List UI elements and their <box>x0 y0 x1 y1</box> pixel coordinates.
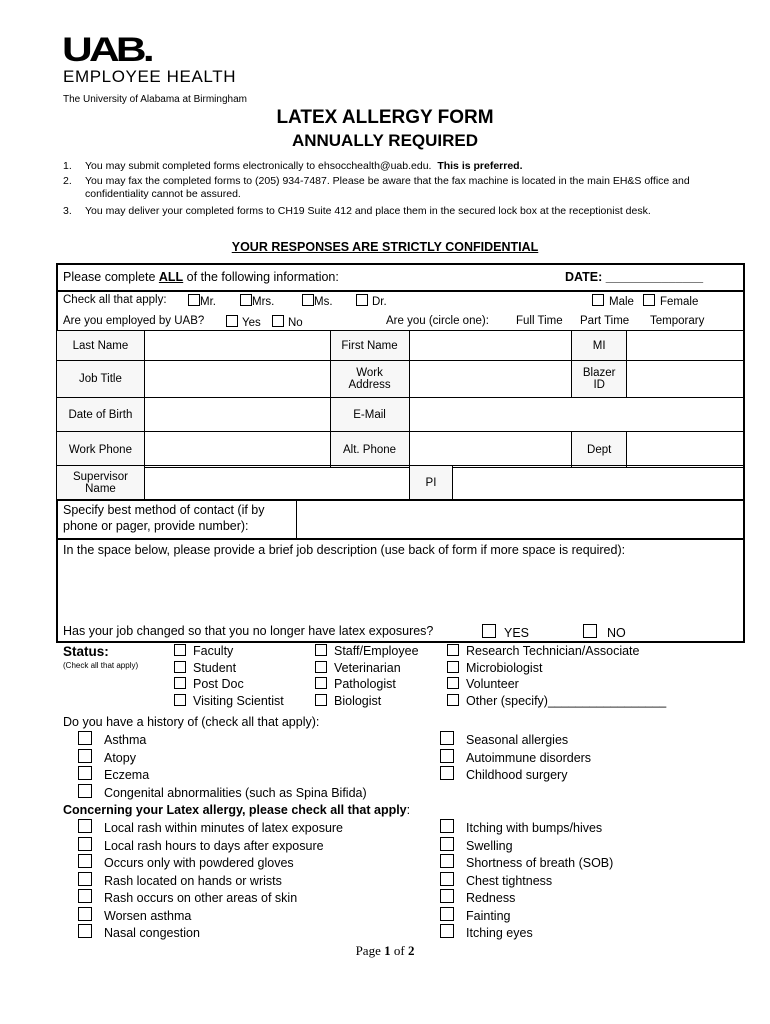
dept-label: Dept <box>572 432 627 468</box>
checkbox[interactable] <box>174 694 186 706</box>
mi-field[interactable] <box>627 331 745 361</box>
allergy-rash-other[interactable]: Rash occurs on other areas of skin <box>78 889 343 907</box>
gender-female[interactable]: Female <box>643 294 698 308</box>
alt-phone-field[interactable] <box>409 432 572 468</box>
work-address-field[interactable] <box>409 361 572 398</box>
allergy-nasal-congestion[interactable]: Nasal congestion <box>78 924 343 942</box>
part-time-option[interactable]: Part Time <box>580 315 630 327</box>
allergy-left <box>78 819 343 942</box>
checkbox[interactable] <box>440 872 454 886</box>
allergy-swelling[interactable]: Swelling <box>440 837 613 855</box>
checkbox[interactable] <box>78 854 92 868</box>
checkbox[interactable] <box>315 694 327 706</box>
blazer-id-field[interactable] <box>627 361 745 398</box>
instruction-1: 1. You may submit completed forms electronically to ehsocchealth@uab.edu. This is preferred. <box>63 160 523 172</box>
form-intro: Please complete ALL of the following information: <box>63 270 339 284</box>
email-field[interactable] <box>409 398 745 432</box>
employed-question: Are you employed by UAB? <box>63 315 205 327</box>
form-title: LATEX ALLERGY FORM <box>276 107 494 128</box>
checkbox[interactable] <box>78 889 92 903</box>
form-subtitle: ANNUALLY REQUIRED <box>291 131 479 150</box>
checkbox[interactable] <box>174 644 186 656</box>
history-eczema[interactable]: Eczema <box>78 766 367 784</box>
divider <box>56 538 745 540</box>
pi-label: PI <box>409 466 453 500</box>
dob-field[interactable] <box>144 398 330 432</box>
department-name: EMPLOYEE HEALTH <box>63 67 237 86</box>
personal-info-table <box>56 330 745 468</box>
mrs-checkbox[interactable] <box>240 294 252 306</box>
dept-field[interactable] <box>627 432 745 468</box>
status-research-tech[interactable]: Research Technician/Associate <box>447 643 666 660</box>
pi-field[interactable] <box>453 466 745 500</box>
status-col-2 <box>315 643 419 709</box>
checkbox[interactable] <box>440 819 454 833</box>
history-seasonal[interactable]: Seasonal allergies <box>440 731 591 749</box>
checkbox[interactable] <box>440 766 454 780</box>
checkbox[interactable] <box>447 677 459 689</box>
history-atopy[interactable]: Atopy <box>78 749 367 767</box>
last-name-label: Last Name <box>57 331 145 361</box>
contact-label: Specify best method of contact (if by phone or pager, provide number): <box>63 503 265 533</box>
last-name-field[interactable] <box>144 331 330 361</box>
allergy-fainting[interactable]: Fainting <box>440 907 613 925</box>
checkbox[interactable] <box>315 661 327 673</box>
status-microbiologist[interactable]: Microbiologist <box>447 660 666 677</box>
checkbox[interactable] <box>447 661 459 673</box>
allergy-worsen-asthma[interactable]: Worsen asthma <box>78 907 343 925</box>
history-childhood-surgery[interactable]: Childhood surgery <box>440 766 591 784</box>
no-checkbox[interactable] <box>272 315 284 327</box>
confidential-notice: YOUR RESPONSES ARE STRICTLY CONFIDENTIAL <box>231 240 539 254</box>
dr-checkbox[interactable] <box>356 294 368 306</box>
job-description-field[interactable] <box>62 562 737 620</box>
checkbox[interactable] <box>315 644 327 656</box>
instruction-2: 2. You may fax the completed forms to (205) 934-7487. Please be aware that the fax machine is located in the main EH&S office and confidentiality cannot be assured. <box>63 175 690 200</box>
status-col-1 <box>174 643 284 709</box>
checkbox[interactable] <box>78 872 92 886</box>
full-time-option[interactable]: Full Time <box>516 315 563 327</box>
allergy-rash-minutes[interactable]: Local rash within minutes of latex exposure <box>78 819 343 837</box>
allergy-redness[interactable]: Redness <box>440 889 613 907</box>
job-description-label: In the space below, please provide a brief job description (use back of form if more space is required): <box>63 543 626 557</box>
allergy-right <box>440 819 613 942</box>
status-visiting-scientist[interactable]: Visiting Scientist <box>174 693 284 710</box>
status-veterinarian[interactable]: Veterinarian <box>315 660 419 677</box>
status-staff[interactable]: Staff/Employee <box>315 643 419 660</box>
status-post-doc[interactable]: Post Doc <box>174 676 284 693</box>
dob-label: Date of Birth <box>57 398 145 432</box>
allergy-itching-eyes[interactable]: Itching eyes <box>440 924 613 942</box>
checkbox[interactable] <box>78 907 92 921</box>
checkbox[interactable] <box>174 677 186 689</box>
mi-label: MI <box>572 331 627 361</box>
alt-phone-label: Alt. Phone <box>330 432 409 468</box>
instruction-3: 3. You may deliver your completed forms to CH19 Suite 412 and place them in the secured lock box at the receptionist desk. <box>63 205 651 217</box>
status-faculty[interactable]: Faculty <box>174 643 284 660</box>
status-student[interactable]: Student <box>174 660 284 677</box>
history-asthma[interactable]: Asthma <box>78 731 367 749</box>
history-congenital[interactable]: Congenital abnormalities (such as Spina Bifida) <box>78 784 367 802</box>
contact-field[interactable] <box>297 500 743 538</box>
checkbox[interactable] <box>78 819 92 833</box>
allergy-question: Concerning your Latex allergy, please check all that apply: <box>63 803 411 817</box>
allergy-rash-hours[interactable]: Local rash hours to days after exposure <box>78 837 343 855</box>
checkbox[interactable] <box>440 924 454 938</box>
blazer-id-label: Blazer ID <box>572 361 627 398</box>
status-volunteer[interactable]: Volunteer <box>447 676 666 693</box>
status-pathologist[interactable]: Pathologist <box>315 676 419 693</box>
checkbox[interactable] <box>315 677 327 689</box>
allergy-rash-hands[interactable]: Rash located on hands or wrists <box>78 872 343 890</box>
checkbox[interactable] <box>78 749 92 763</box>
first-name-label: First Name <box>330 331 409 361</box>
checkbox[interactable] <box>440 749 454 763</box>
allergy-powdered-gloves[interactable]: Occurs only with powdered gloves <box>78 854 343 872</box>
supervisor-field[interactable] <box>144 466 409 500</box>
changed-no[interactable]: NO <box>583 624 626 640</box>
divider <box>56 290 745 292</box>
allergy-chest-tightness[interactable]: Chest tightness <box>440 872 613 890</box>
page-number: Page 1 of 2 <box>355 943 415 958</box>
checkbox[interactable] <box>447 694 459 706</box>
university-name: The University of Alabama at Birmingham <box>63 94 247 105</box>
supervisor-table <box>56 465 745 500</box>
history-question: Do you have a history of (check all that apply): <box>63 715 320 729</box>
title-ms[interactable]: Ms. <box>302 294 333 308</box>
checkbox[interactable] <box>440 907 454 921</box>
checkbox[interactable] <box>78 731 92 745</box>
female-checkbox[interactable] <box>643 294 655 306</box>
employed-no[interactable]: No <box>272 315 303 329</box>
checkbox[interactable] <box>78 784 92 798</box>
date-field[interactable]: DATE: ______________ <box>565 270 704 284</box>
allergy-hives[interactable]: Itching with bumps/hives <box>440 819 613 837</box>
history-autoimmune[interactable]: Autoimmune disorders <box>440 749 591 767</box>
checkbox[interactable] <box>447 644 459 656</box>
checkbox[interactable] <box>440 837 454 851</box>
checkbox[interactable] <box>78 924 92 938</box>
mr-checkbox[interactable] <box>188 294 200 306</box>
work-phone-field[interactable] <box>144 432 330 468</box>
title-mr[interactable]: Mr. <box>188 294 216 308</box>
job-title-field[interactable] <box>144 361 330 398</box>
work-address-label: Work Address <box>330 361 409 398</box>
employed-yes[interactable]: Yes <box>226 315 261 329</box>
job-title-label: Job Title <box>57 361 145 398</box>
work-phone-label: Work Phone <box>57 432 145 468</box>
job-changed-question: Has your job changed so that you no longer have latex exposures? <box>63 624 434 638</box>
uab-logo: UAB. <box>62 31 151 69</box>
status-col-3 <box>447 643 666 709</box>
checkbox[interactable] <box>440 731 454 745</box>
male-checkbox[interactable] <box>592 294 604 306</box>
first-name-field[interactable] <box>409 331 572 361</box>
title-mrs[interactable]: Mrs. <box>240 294 274 308</box>
status-biologist[interactable]: Biologist <box>315 693 419 710</box>
temporary-option[interactable]: Temporary <box>650 315 705 327</box>
history-left <box>78 731 367 801</box>
employment-type-question: Are you (circle one): <box>386 315 489 327</box>
title-dr[interactable]: Dr. <box>356 294 387 308</box>
status-label: Status: <box>63 644 109 659</box>
checkbox[interactable] <box>78 766 92 780</box>
history-right <box>440 731 591 784</box>
changed-yes-checkbox[interactable] <box>482 624 496 638</box>
supervisor-label: Supervisor Name <box>57 466 145 500</box>
check-all-label: Check all that apply: <box>63 294 167 306</box>
status-note: (Check all that apply) <box>63 661 139 670</box>
ms-checkbox[interactable] <box>302 294 314 306</box>
gender-male[interactable]: Male <box>592 294 634 308</box>
status-other[interactable]: Other (specify)_________________ <box>447 693 666 710</box>
checkbox[interactable] <box>440 854 454 868</box>
changed-no-checkbox[interactable] <box>583 624 597 638</box>
changed-yes[interactable]: YES <box>482 624 529 640</box>
email-label: E-Mail <box>330 398 409 432</box>
checkbox[interactable] <box>78 837 92 851</box>
yes-checkbox[interactable] <box>226 315 238 327</box>
allergy-sob[interactable]: Shortness of breath (SOB) <box>440 854 613 872</box>
checkbox[interactable] <box>440 889 454 903</box>
checkbox[interactable] <box>174 661 186 673</box>
